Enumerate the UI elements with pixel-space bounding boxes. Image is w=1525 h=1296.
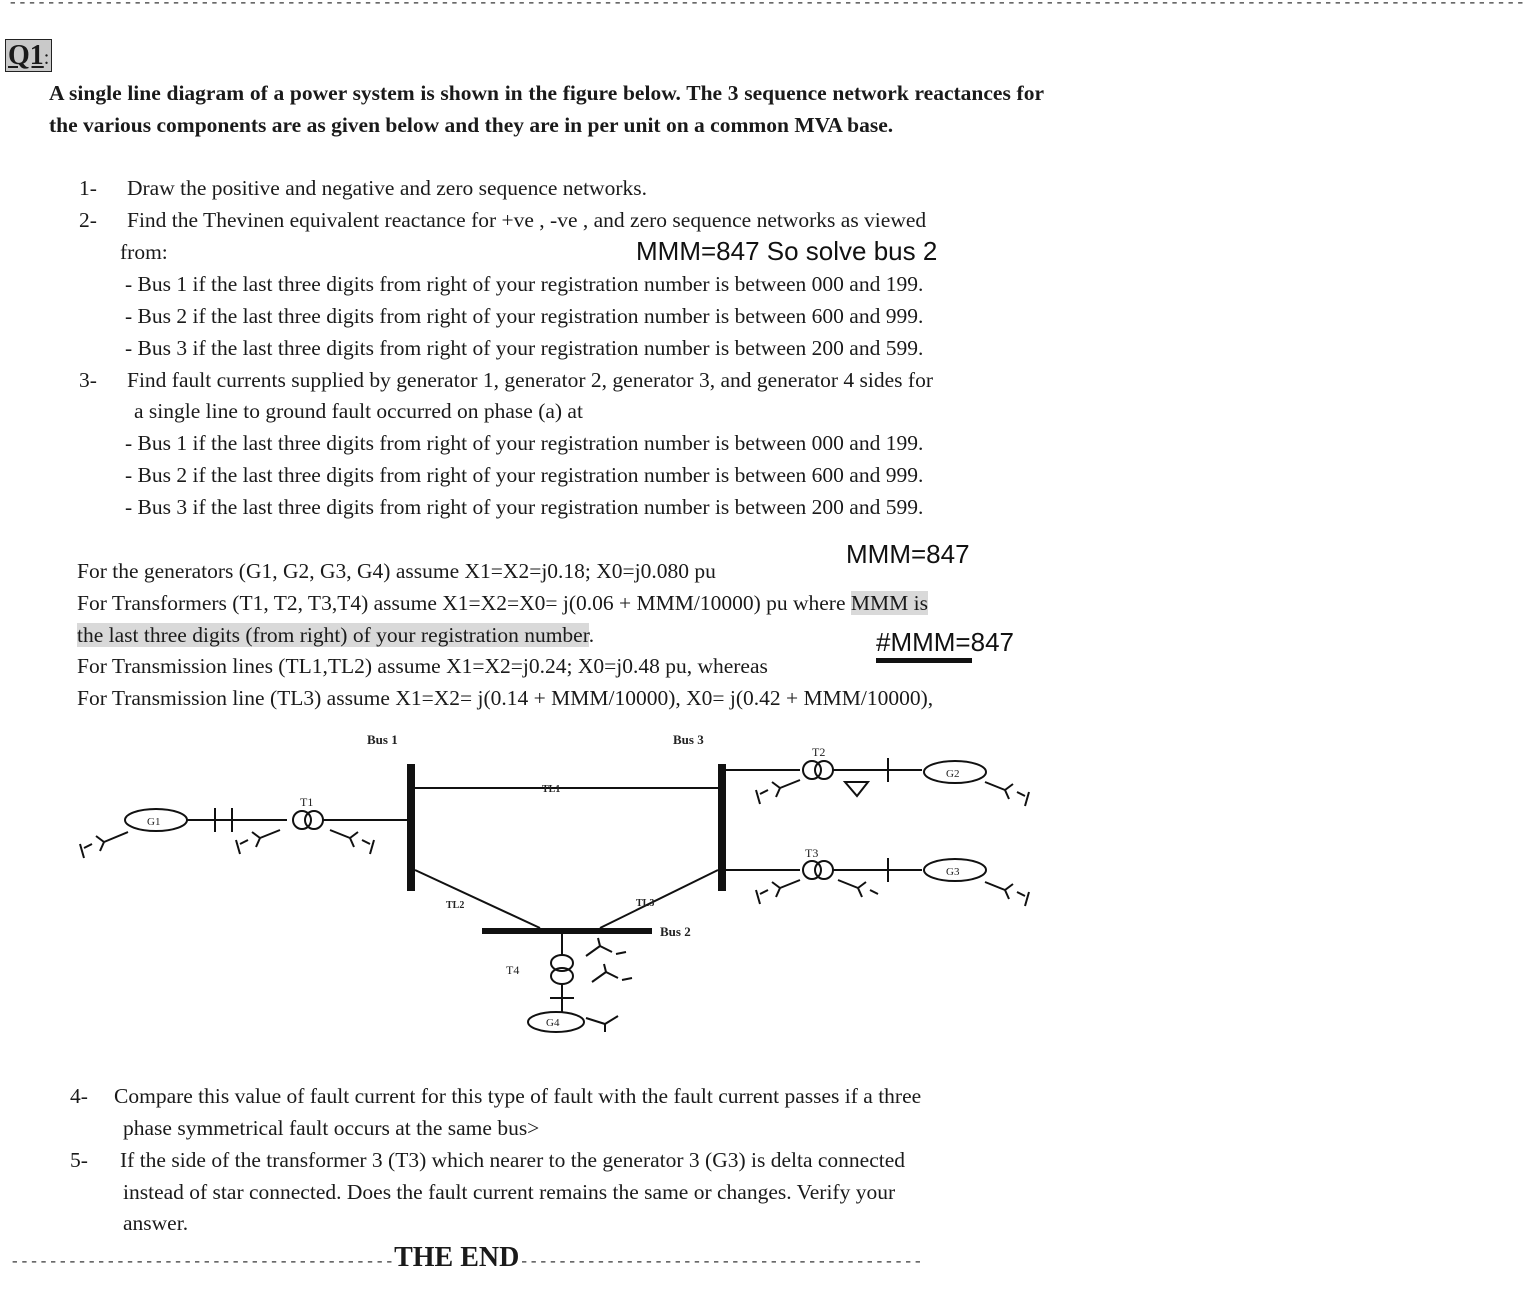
end-line (10, 1242, 1050, 1274)
item-3-bus-option-2: - Bus 2 if the last three digits from right of your registration number is between 600 and 999. (125, 463, 924, 487)
single-line-diagram (0, 720, 1067, 1040)
item-5-text: If the side of the transformer 3 (T3) which nearer to the generator 3 (G3) is delta connected (120, 1148, 906, 1172)
param-lines: For Transmission lines (TL1,TL2) assume X1=X2=j0.24; X0=j0.48 pu, whereas (77, 654, 768, 678)
item-2-continuation: from: (120, 240, 168, 264)
param-generators: For the generators (G1, G2, G3, G4) assume X1=X2=j0.18; X0=j0.080 pu (77, 559, 716, 583)
tl2-line (415, 870, 540, 928)
end-text: THE END (394, 1242, 520, 1273)
tl3-label: TL3 (636, 898, 655, 909)
item-3-bus-option-1: - Bus 1 if the last three digits from right of your registration number is between 000 and 199. (125, 431, 924, 455)
t3-label: T3 (805, 846, 819, 860)
bus-2-bar (482, 928, 652, 934)
item-2-text: Find the Thevinen equivalent reactance for +ve , -ve , and zero sequence networks as viewed (127, 208, 927, 232)
param-transformers-line1 (77, 587, 928, 619)
item-1-number: 1- (79, 176, 97, 200)
top-dashed-rule: -------------------------------------------------------------------------------------------------------------------------------------------------------------- (8, 0, 1525, 12)
handwritten-note-mmm: MMM=847 (846, 539, 970, 569)
question-label-box (5, 39, 52, 72)
item-4-text: Compare this value of fault current for this type of fault with the fault current passes if a three (114, 1084, 922, 1108)
item-2-bus-option-3: - Bus 3 if the last three digits from right of your registration number is between 200 and 599. (125, 336, 924, 360)
bus-1-label: Bus 1 (367, 732, 398, 747)
t1-label: T1 (300, 795, 314, 809)
g3-label: G3 (946, 866, 960, 878)
t2-delta (845, 782, 868, 796)
item-3-bus-option-3: - Bus 3 if the last three digits from right of your registration number is between 200 and 599. (125, 495, 924, 519)
handwritten-note-hash: #MMM=847 (876, 627, 1014, 657)
item-3-continuation: a single line to ground fault occurred on phase (a) at (134, 399, 583, 423)
param-tl3: For Transmission line (TL3) assume X1=X2= j(0.14 + MMM/10000), X0= j(0.42 + MMM/10000), (77, 686, 934, 710)
g1-label: G1 (147, 816, 161, 828)
end-dashes-left: ---------------------------------------- (10, 1253, 395, 1271)
item-5-number: 5- (70, 1148, 88, 1172)
question-heading (5, 40, 52, 74)
bus-3-bar (718, 764, 726, 891)
item-3-text: Find fault currents supplied by generator 1, generator 2, generator 3, and generator 4 sides for (127, 368, 933, 392)
g4-label: G4 (546, 1017, 560, 1029)
param-transformers-line2 (77, 619, 594, 651)
question-label: Q1 (8, 40, 44, 71)
item-1-text: Draw the positive and negative and zero sequence networks. (127, 176, 647, 200)
param-transformers-c: . (588, 623, 595, 647)
tl2-label: TL2 (446, 900, 465, 911)
bus-1-bar (407, 764, 415, 891)
end-dashes-right: ------------------------------------------ (519, 1253, 923, 1271)
item-3-number: 3- (79, 368, 97, 392)
item-2-bus-option-1: - Bus 1 if the last three digits from right of your registration number is between 000 and 199. (125, 272, 924, 296)
param-transformers-a: For Transformers (T1, T2, T3,T4) assume X1=X2=X0= j(0.06 + MMM/10000) pu where (77, 591, 851, 615)
g2-label: G2 (946, 768, 960, 780)
handwritten-note-bus2: MMM=847 So solve bus 2 (636, 236, 938, 266)
item-5-continuation: instead of star connected. Does the fault current remains the same or changes. Verify your (123, 1180, 896, 1204)
t4-label: T4 (506, 963, 520, 977)
item-4-number: 4- (70, 1084, 88, 1108)
t2-label: T2 (812, 745, 826, 759)
item-4-continuation: phase symmetrical fault occurs at the same bus> (123, 1116, 540, 1140)
note-underline (876, 658, 972, 663)
tl1-label: TL1 (542, 784, 561, 795)
question-colon: : (43, 47, 50, 69)
bus-2-label: Bus 2 (660, 924, 691, 939)
item-5-continuation-2: answer. (123, 1211, 189, 1235)
bus-3-label: Bus 3 (673, 732, 704, 747)
t1-winding-2 (305, 811, 323, 829)
tl3-line (600, 870, 718, 928)
param-transformers-b: the last three digits (from right) of your registration number (77, 623, 589, 647)
question-intro: A single line diagram of a power system is shown in the figure below. The 3 sequence network reactances for the various components are as given below and they are in per unit on a common MVA base. (49, 81, 1044, 137)
item-2-bus-option-2: - Bus 2 if the last three digits from right of your registration number is between 600 and 999. (125, 304, 924, 328)
item-2-number: 2- (79, 208, 97, 232)
param-transformers-highlight: MMM is (850, 591, 928, 615)
